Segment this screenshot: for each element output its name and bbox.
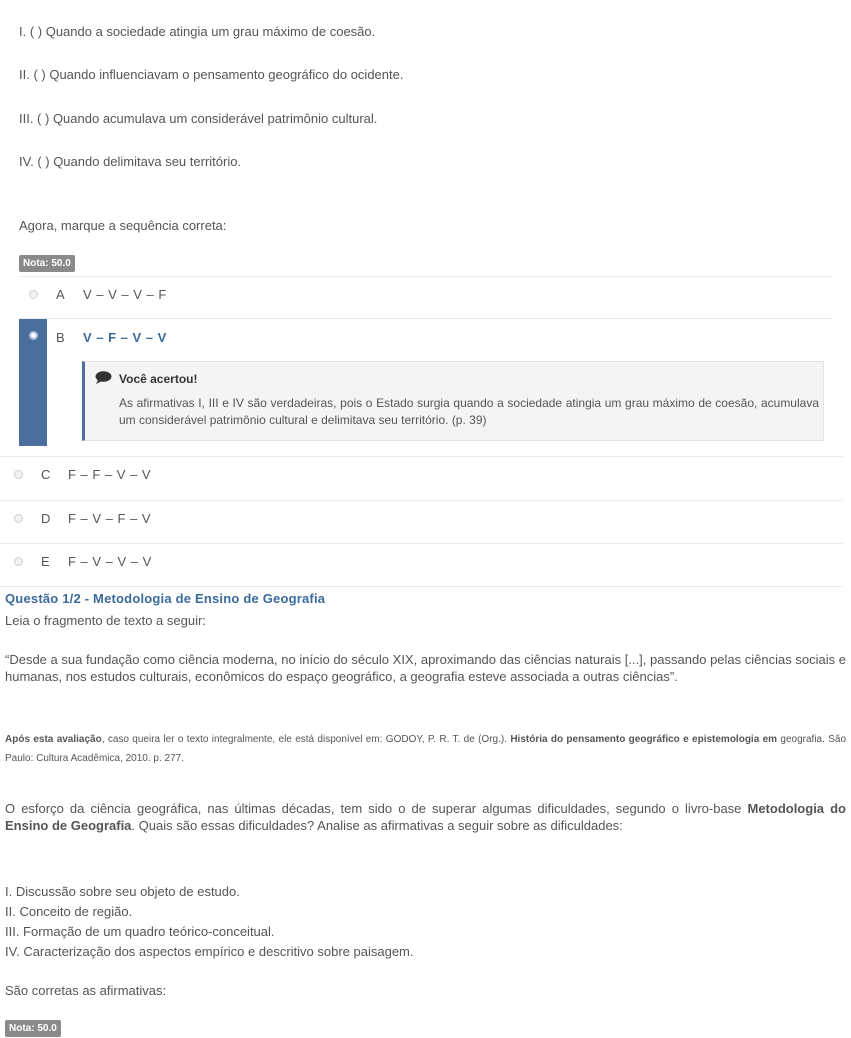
source-citation [5, 730, 846, 768]
option-c-radio[interactable] [14, 470, 23, 479]
source-bold-1: Após esta avaliação [5, 734, 102, 745]
item-1: I. Discussão sobre seu objeto de estudo. [5, 884, 240, 899]
option-e-radio[interactable] [14, 557, 23, 566]
statement-4: IV. ( ) Quando delimitava seu território. [19, 154, 242, 169]
grade-badge: Nota: 50.0 [19, 255, 75, 272]
option-a-radio[interactable] [29, 290, 38, 299]
effort-start: O esforço da ciência geográfica, nas últimas décadas, tem sido o de superar algumas dificuldades, segundo o livro-base [5, 801, 748, 816]
option-a-text: V – V – V – F [83, 287, 167, 302]
question-intro: Leia o fragmento de texto a seguir: [5, 613, 206, 628]
option-d-radio[interactable] [14, 514, 23, 523]
option-b-radio[interactable] [29, 331, 38, 340]
option-d-letter: D [41, 511, 51, 526]
option-c[interactable] [0, 456, 843, 500]
statement-2: II. ( ) Quando influenciavam o pensamento geográfico do ocidente. [19, 67, 404, 82]
book-title: Metodologia do Ensino de Geografia [5, 801, 846, 833]
statement-3: III. ( ) Quando acumulava um considerável patrimônio cultural. [19, 111, 378, 126]
comment-icon [95, 371, 112, 384]
feedback-text: As afirmativas I, III e IV são verdadeiras, pois o Estado surgia quando a sociedade atingia um grau máximo de coesão, acumulava um considerável patrimônio cultural e delimitava seu território. (p. 39) [119, 396, 819, 427]
option-c-letter: C [41, 467, 51, 482]
option-e-letter: E [41, 554, 50, 569]
option-d-text: F – V – F – V [68, 511, 152, 526]
sequence-prompt: Agora, marque a sequência correta: [19, 218, 227, 233]
option-a[interactable] [19, 276, 832, 320]
option-e-text: F – V – V – V [68, 554, 152, 569]
option-c-text: F – F – V – V [68, 467, 152, 482]
item-3: III. Formação de um quadro teórico-conceitual. [5, 924, 275, 939]
statement-1: I. ( ) Quando a sociedade atingia um grau máximo de coesão. [19, 24, 376, 39]
option-b-text: V – F – V – V [83, 330, 167, 345]
option-a-letter: A [56, 287, 65, 302]
feedback-title: Você acertou! [119, 372, 198, 386]
option-d[interactable] [0, 500, 843, 544]
source-bold-2: História do pensamento geográfico e epistemologia em [510, 734, 778, 745]
item-2: II. Conceito de região. [5, 904, 133, 919]
quote-text: “Desde a sua fundação como ciência moderna, no início do século XIX, aproximando das ciências naturais [...], passando pelas ciências sociais e humanas, nos estudos culturais, econômicos do espaço geográfico, a geografia esteve associada a outras ciências”. [5, 652, 846, 684]
effort-paragraph [5, 800, 846, 834]
source-mid: , caso queira ler o texto integralmente, ele está disponível em: GODOY, P. R. T. de (Org.). [101, 734, 511, 745]
feedback-box [82, 361, 824, 441]
grade-badge-2: Nota: 50.0 [5, 1020, 61, 1037]
source-end: geografia. São Paulo: Cultura Acadêmica, 2010. p. 277. [5, 734, 847, 764]
option-e[interactable] [0, 543, 843, 587]
option-b-letter: B [56, 330, 65, 345]
effort-end: . Quais são essas dificuldades? Analise as afirmativas a seguir sobre as dificuldades: [131, 818, 623, 833]
correct-prompt: São corretas as afirmativas: [5, 983, 167, 998]
item-4: IV. Caracterização dos aspectos empírico e descritivo sobre paisagem. [5, 944, 414, 959]
question-title: Questão 1/2 - Metodologia de Ensino de Geografia [5, 591, 326, 606]
